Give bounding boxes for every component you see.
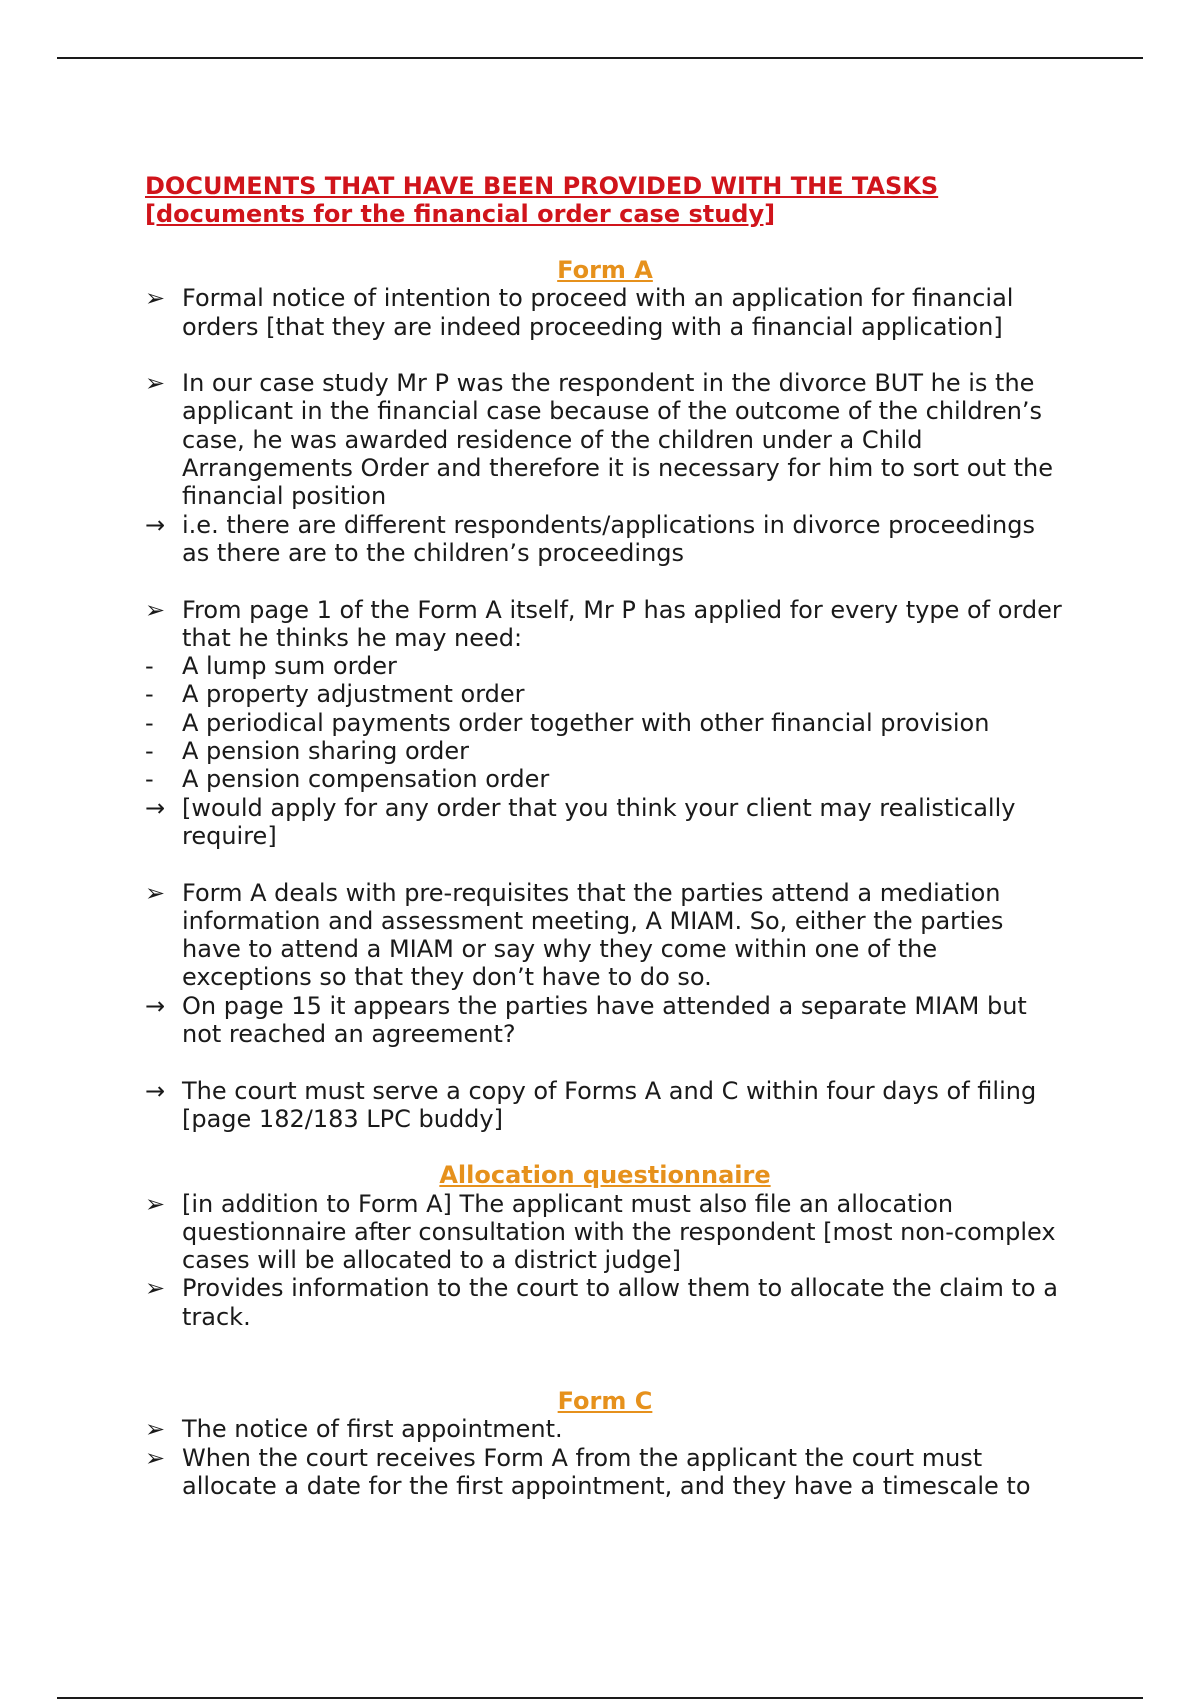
form-a-point-4-text: Form A deals with pre-requisites that the parties attend a mediation information and assessment meeting, A MIAM. So, either the parties have to attend a MIAM or say why they come within one of the exceptions so that they don’t have to do so. bbox=[182, 878, 1004, 992]
arrowhead-bullet-icon: ➢ bbox=[145, 1415, 166, 1444]
form-c-heading: Form C bbox=[557, 1386, 653, 1415]
form-a-point-5-note-text: The court must serve a copy of Forms A and C within four days of filing [page 182/183 LPC buddy] bbox=[182, 1076, 1037, 1133]
allocation-point-1-text: [in addition to Form A] The applicant must also file an allocation questionnaire after consultation with the respondent [most non-complex cases will be allocated to a district judge] bbox=[182, 1189, 1056, 1275]
document-body bbox=[145, 172, 1065, 1500]
form-a-point-4 bbox=[145, 879, 1065, 992]
dash-bullet-icon: - bbox=[145, 680, 154, 709]
arrowhead-bullet-icon: ➢ bbox=[145, 1274, 166, 1303]
order-list-item-text: A lump sum order bbox=[182, 652, 397, 681]
arrowhead-bullet-icon: ➢ bbox=[145, 284, 166, 313]
form-c-point-1-text: The notice of first appointment. bbox=[182, 1415, 563, 1444]
order-list-item bbox=[145, 709, 1065, 737]
form-a-point-1-text: Formal notice of intention to proceed with an application for financial orders [that they are indeed proceeding with a financial application] bbox=[182, 284, 1014, 341]
header-rule bbox=[57, 57, 1143, 59]
dash-bullet-icon: - bbox=[145, 652, 154, 681]
form-a-point-2-note-text: i.e. there are different respondents/applications in divorce proceedings as there are to the children’s proceedings bbox=[182, 510, 1035, 567]
order-list-item bbox=[145, 652, 1065, 680]
order-list-item bbox=[145, 737, 1065, 765]
form-c-point-2-text: When the court receives Form A from the applicant the court must allocate a date for the first appointment, and they have a timescale to bbox=[182, 1443, 1031, 1500]
form-a-point-2-text: In our case study Mr P was the respondent in the divorce BUT he is the applicant in the financial case because of the outcome of the children’s case, he was awarded residence of the children under a Child Arrangements Order and therefore it is necessary for him to sort out the financial position bbox=[182, 369, 1054, 511]
allocation-questionnaire-heading: Allocation questionnaire bbox=[439, 1161, 771, 1190]
right-arrow-icon: → bbox=[145, 991, 166, 1020]
form-a-point-4-note bbox=[145, 992, 1065, 1049]
allocation-point-2 bbox=[145, 1274, 1065, 1331]
order-list-item-text: A pension compensation order bbox=[182, 765, 550, 794]
footer-rule bbox=[57, 1697, 1143, 1699]
document-title-line-1: DOCUMENTS THAT HAVE BEEN PROVIDED WITH THE TASKS bbox=[145, 172, 939, 200]
right-arrow-icon: → bbox=[145, 510, 166, 539]
arrowhead-bullet-icon: ➢ bbox=[145, 878, 166, 907]
orders-note bbox=[145, 794, 1065, 851]
dash-bullet-icon: - bbox=[145, 765, 154, 794]
orders-note-text: [would apply for any order that you think your client may realistically require] bbox=[182, 793, 1016, 850]
order-list-item-text: A periodical payments order together with other financial provision bbox=[182, 708, 990, 737]
allocation-point-2-text: Provides information to the court to allow them to allocate the claim to a track. bbox=[182, 1274, 1058, 1331]
form-c-point-2 bbox=[145, 1444, 1065, 1501]
form-a-point-5-note bbox=[145, 1077, 1065, 1134]
right-arrow-icon: → bbox=[145, 1076, 166, 1105]
arrowhead-bullet-icon: ➢ bbox=[145, 1189, 166, 1218]
order-list-item-text: A pension sharing order bbox=[182, 737, 469, 766]
order-list-item-text: A property adjustment order bbox=[182, 680, 525, 709]
form-c-point-1 bbox=[145, 1415, 1065, 1443]
form-a-point-2-note bbox=[145, 511, 1065, 568]
form-a-heading: Form A bbox=[557, 256, 653, 284]
form-a-point-3-text: From page 1 of the Form A itself, Mr P has applied for every type of order that he thinks he may need: bbox=[182, 595, 1062, 652]
dash-bullet-icon: - bbox=[145, 708, 154, 737]
arrowhead-bullet-icon: ➢ bbox=[145, 369, 166, 398]
dash-bullet-icon: - bbox=[145, 737, 154, 766]
arrowhead-bullet-icon: ➢ bbox=[145, 595, 166, 624]
arrowhead-bullet-icon: ➢ bbox=[145, 1443, 166, 1472]
order-list-item bbox=[145, 680, 1065, 708]
document-title bbox=[145, 172, 1065, 228]
form-a-point-2 bbox=[145, 369, 1065, 510]
order-list-item bbox=[145, 765, 1065, 793]
document-title-line-2: [documents for the financial order case study] bbox=[145, 200, 776, 228]
form-a-point-4-note-text: On page 15 it appears the parties have attended a separate MIAM but not reached an agreement? bbox=[182, 991, 1027, 1049]
right-arrow-icon: → bbox=[145, 793, 166, 822]
allocation-point-1 bbox=[145, 1190, 1065, 1275]
form-a-point-1 bbox=[145, 284, 1065, 341]
form-a-point-3 bbox=[145, 596, 1065, 653]
